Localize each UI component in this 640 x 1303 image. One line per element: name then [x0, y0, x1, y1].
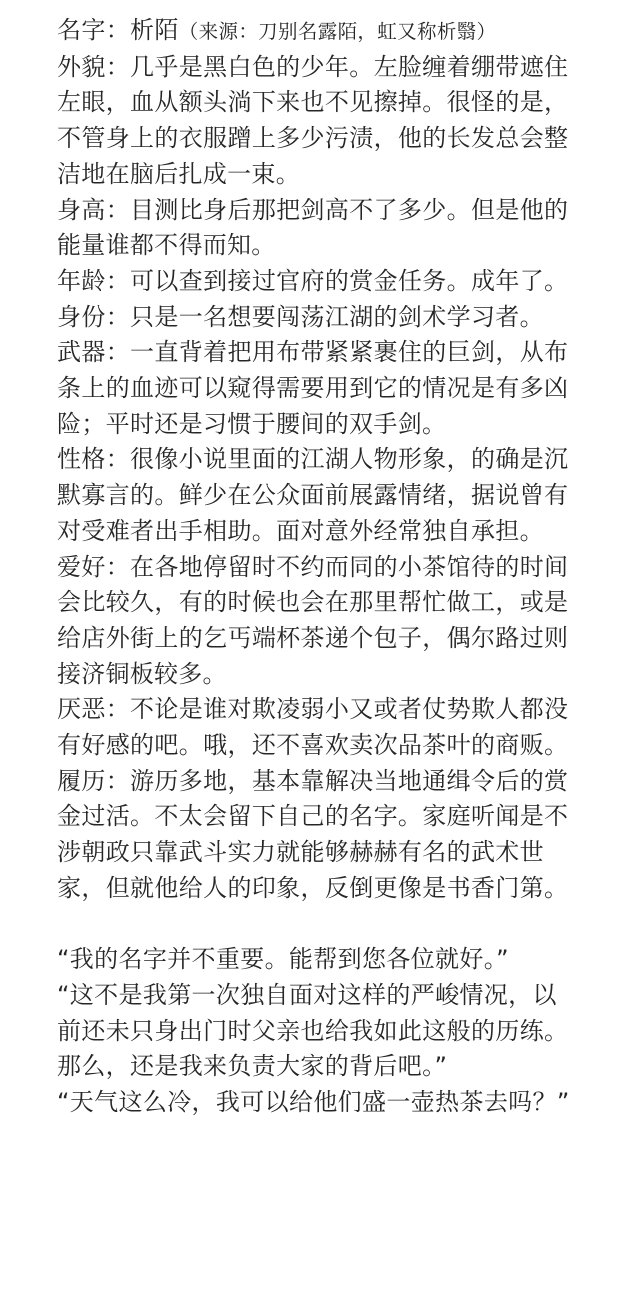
- quote-2-line-2: 前还未只身出门时父亲也给我如此这般的历练。: [57, 1016, 569, 1045]
- history-line-1: 履历：游历多地，基本靠解决当地通缉令后的赏: [57, 766, 569, 795]
- character-profile-document: [57, 13, 637, 1121]
- quote-3: “天气这么冷，我可以给他们盛一壶热茶去吗？”: [57, 1088, 570, 1117]
- height-line-1: 身高：目测比身后那把剑高不了多少。但是他的: [57, 195, 569, 224]
- history-line-2: 金过活。不太会留下自己的名字。家庭听闻是不: [57, 802, 569, 831]
- name-label: 名字：析陌: [57, 16, 179, 44]
- history-line-3: 涉朝政只靠武斗实力就能够赫赫有名的武术世: [57, 838, 544, 867]
- identity-line: 身份：只是一名想要闯荡江湖的剑术学习者。: [57, 302, 544, 331]
- hobby-line-1: 爱好：在各地停留时不约而同的小茶馆待的时间: [57, 552, 569, 581]
- name-source-note: （来源：刀别名露陌，虹又称析翳）: [178, 20, 497, 43]
- weapon-line-3: 险；平时还是习惯于腰间的双手剑。: [57, 409, 447, 438]
- personality-line-2: 默寡言的。鲜少在公众面前展露情绪，据说曾有: [57, 481, 569, 510]
- age-line: 年龄：可以查到接过官府的赏金任务。成年了。: [57, 266, 569, 295]
- height-line-2: 能量谁都不得而知。: [57, 231, 276, 260]
- personality-line-1: 性格：很像小说里面的江湖人物形象，的确是沉: [57, 445, 569, 474]
- quote-2-line-3: 那么，还是我来负责大家的背后吧。”: [57, 1052, 448, 1081]
- weapon-line-1: 武器：一直背着把用布带紧紧裹住的巨剑，从布: [57, 338, 569, 367]
- hobby-line-4: 接济铜板较多。: [57, 659, 227, 688]
- personality-line-3: 对受难者出手相助。面对意外经常独自承担。: [57, 516, 544, 545]
- hobby-line-3: 给店外街上的乞丐端杯茶递个包子，偶尔路过则: [57, 623, 569, 652]
- section-gap: [57, 907, 637, 943]
- history-line-4: 家，但就他给人的印象，反倒更像是书香门第。: [57, 873, 569, 902]
- appearance-line-1: 外貌：几乎是黑白色的少年。左脸缠着绷带遮住: [57, 52, 569, 81]
- weapon-line-2: 条上的血迹可以窥得需要用到它的情况是有多凶: [57, 374, 569, 403]
- quote-1: “我的名字并不重要。能帮到您各位就好。”: [57, 945, 509, 974]
- hobby-line-2: 会比较久，有的时候也会在那里帮忙做工，或是: [57, 588, 569, 617]
- appearance-line-4: 洁地在脑后扎成一束。: [57, 159, 300, 188]
- appearance-line-2: 左眼，血从额头淌下来也不见擦掉。很怪的是，: [57, 88, 569, 117]
- dislike-line-1: 厌恶：不论是谁对欺凌弱小又或者仗势欺人都没: [57, 695, 569, 724]
- dislike-line-2: 有好感的吧。哦，还不喜欢卖次品茶叶的商贩。: [57, 731, 569, 760]
- name-line: [57, 13, 637, 50]
- quote-2-line-1: “这不是我第一次独自面对这样的严峻情况，以: [57, 980, 557, 1009]
- appearance-line-3: 不管身上的衣服蹭上多少污渍，他的长发总会整: [57, 124, 569, 153]
